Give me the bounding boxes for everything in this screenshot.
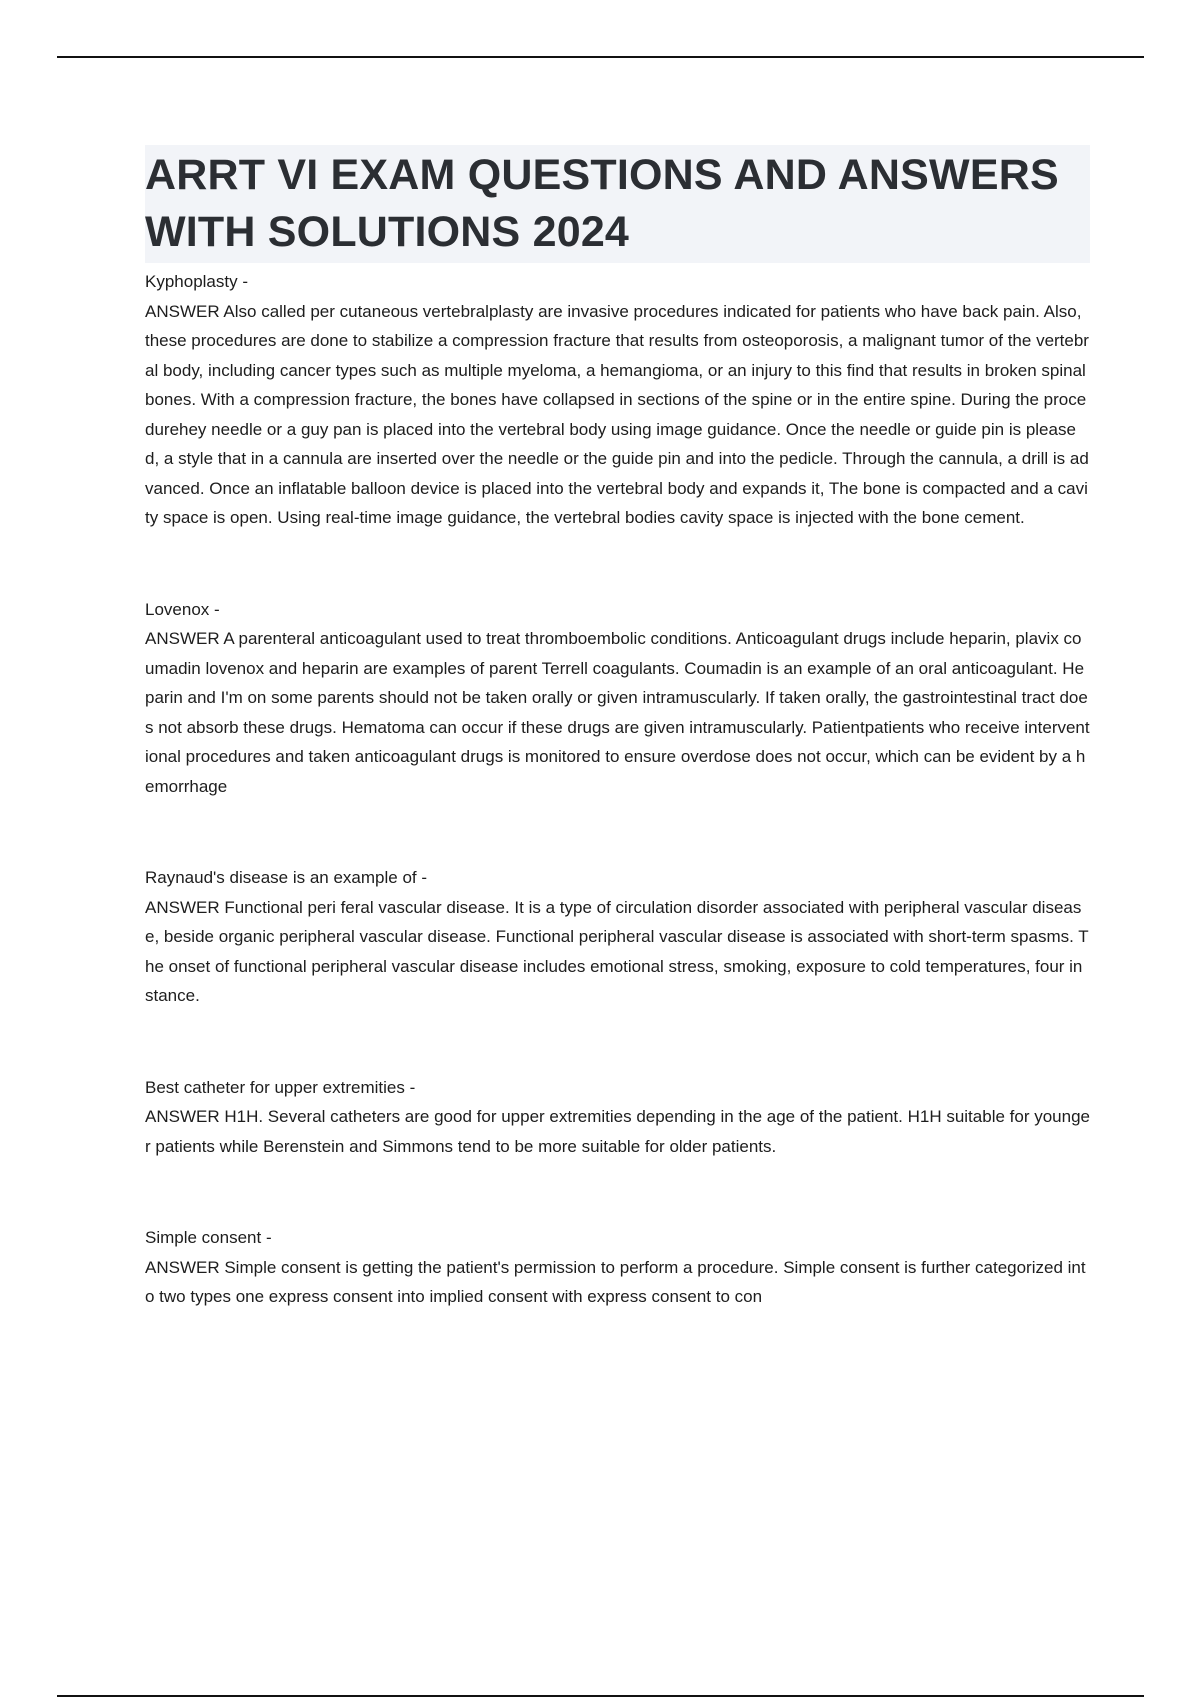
question: Raynaud's disease is an example of - [145,868,428,887]
answer: ANSWER Functional peri feral vascular disease. It is a type of circulation disorder associated with peripheral vascular disease, beside organic peripheral vascular disease. Functional peripheral vascular disease is associated with short-term spasms. The onset of functional peripheral vascular disease includes emotional stress, smoking, exposure to cold temperatures, four instance. [145,897,1089,1005]
answer: ANSWER A parenteral anticoagulant used to treat thromboembolic conditions. Anticoagulant drugs include heparin, plavix coumadin lovenox and heparin are examples of parent Terrell coagulants. Coumadin is an example of an oral anticoagulant. Heparin and I'm on some parents should not be taken orally or given intramuscularly. If taken orally, the gastrointestinal tract does not absorb these drugs. Hematoma can occur if these drugs are given intramuscularly. Patientpatients who receive interventional procedures and taken anticoagulant drugs is monitored to ensure overdose does not occur, which can be evident by a hemorrhage [145,629,1090,796]
question: Kyphoplasty - [145,272,248,291]
answer: ANSWER Also called per cutaneous vertebralplasty are invasive procedures indicated for patients who have back pain. Also, these procedures are done to stabilize a compression fracture that results from osteoporosis, a malignant tumor of the vertebral body, including cancer types such as multiple myeloma, a hemangioma, or an injury to this find that results in broken spinal bones. With a compression fracture, the bones have collapsed in sections of the spine or in the entire spine. During the procedurehey needle or a guy pan is placed into the vertebral body using image guidance. Once the needle or guide pin is pleased, a style that in a cannula are inserted over the needle or the guide pin and into the pedicle. Through the cannula, a drill is advanced. Once an inflatable balloon device is placed into the vertebral body and expands it, The bone is compacted and a cavity space is open. Using real-time image guidance, the vertebral bodies cavity space is injected with the bone cement. [145,301,1089,527]
document-body [145,145,1090,1312]
qa-item-catheter [145,1073,1090,1162]
question: Simple consent - [145,1228,272,1247]
qa-item-lovenox [145,595,1090,802]
answer: ANSWER Simple consent is getting the patient's permission to perform a procedure. Simple consent is further categorized into two types one express consent into implied consent with express consent to con [145,1257,1086,1306]
qa-item-simple-consent [145,1223,1090,1312]
question: Lovenox - [145,599,220,619]
bottom-rule [57,1695,1144,1697]
qa-item-raynauds [145,863,1090,1011]
qa-item-kyphoplasty [145,267,1090,533]
document-title: ARRT VI EXAM QUESTIONS AND ANSWERS WITH SOLUTIONS 2024 [145,151,1059,256]
answer: ANSWER H1H. Several catheters are good for upper extremities depending in the age of the patient. H1H suitable for younger patients while Berenstein and Simmons tend to be more suitable for older patients. [145,1107,1090,1156]
top-rule [57,56,1144,58]
question: Best catheter for upper extremities - [145,1077,416,1097]
title-block [145,145,1090,263]
